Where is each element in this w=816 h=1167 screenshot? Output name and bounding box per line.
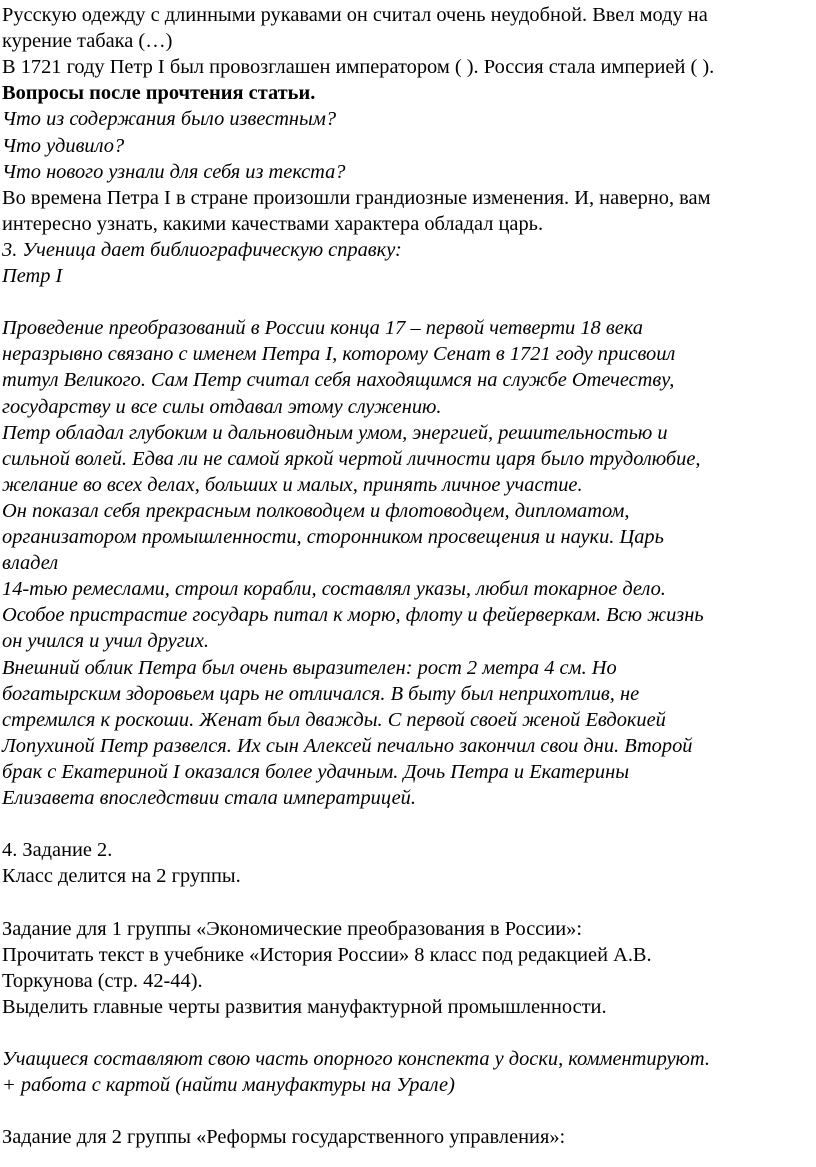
text-line: брак с Екатериной I оказался более удачным. Дочь Петра и Екатерины	[2, 760, 630, 783]
text-line: курение табака (…)	[2, 30, 173, 53]
text-line: титул Великого. Сам Петр считал себя находящимся на службе Отечеству,	[2, 369, 675, 392]
text-line: желание во всех делах, больших и малых, принять личное участие.	[2, 473, 583, 496]
text-line: Торкунова (стр. 42-44).	[2, 969, 203, 992]
text-line: + работа с картой (найти мануфактуры на Урале)	[2, 1074, 455, 1097]
text-line: Елизавета впоследствии стала императрицей.	[2, 787, 416, 809]
text-line: 14-тью ремеслами, строил корабли, составлял указы, любил токарное дело.	[2, 578, 666, 601]
text-line: В 1721 году Петр I был провозглашен императором ( ). Россия стала империей ( ).	[2, 56, 715, 79]
text-line: государству и все силы отдавал этому служению.	[2, 395, 442, 418]
text-line: Петр обладал глубоким и дальновидным умом, энергией, решительностью и	[2, 421, 668, 444]
text-line: Задание для 1 группы «Экономические преобразования в России»:	[2, 917, 583, 940]
text-line: неразрывно связано с именем Петра I, которому Сенат в 1721 году присвоил	[2, 343, 676, 366]
text-line: Задание для 2 группы «Реформы государственного управления»:	[2, 1126, 566, 1149]
text-line: Русскую одежду с длинными рукавами он считал очень неудобной. Ввел моду на	[2, 4, 708, 26]
text-line: организатором промышленности, сторонником просвещения и науки. Царь	[2, 526, 664, 548]
text-line: богатырским здоровьем царь не отличался. В быту был неприхотлив, не	[2, 682, 640, 705]
text-line: Проведение преобразований в России конца 17 – первой четверти 18 века	[2, 317, 643, 340]
text-line: Что нового узнали для себя из текста?	[2, 160, 346, 183]
text-line: 4. Задание 2.	[2, 839, 113, 862]
text-line: Во времена Петра I в стране произошли грандиозные изменения. И, наверно, вам	[2, 186, 711, 209]
text-line: Прочитать текст в учебнике «История России» 8 класс под редакцией А.В.	[2, 943, 652, 966]
text-line: Что из содержания было известным?	[2, 108, 337, 131]
section-heading: Вопросы после прочтения статьи.	[2, 82, 316, 105]
text-line: он учился и учил других.	[2, 630, 209, 653]
text-line: сильной волей. Едва ли не самой яркой чертой личности царя было трудолюбие,	[2, 447, 701, 470]
text-line: интересно узнать, какими качествами характера обладал царь.	[2, 212, 544, 235]
text-line: Класс делится на 2 группы.	[2, 865, 241, 888]
text-line: Он показал себя прекрасным полководцем и флотоводцем, дипломатом,	[2, 499, 630, 522]
text-line: Что удивило?	[2, 134, 125, 157]
text-line: Петр I	[2, 265, 63, 287]
text-line: Учащиеся составляют свою часть опорного конспекта у доски, комментируют.	[2, 1048, 710, 1070]
text-line: стремился к роскоши. Женат был дважды. С первой своей женой Евдокией	[2, 708, 666, 731]
text-line: Внешний облик Петра был очень выразителен: рост 2 метра 4 см. Но	[2, 656, 617, 679]
text-line: Особое пристрастие государь питал к морю, флоту и фейерверкам. Всю жизнь	[2, 604, 704, 627]
text-line: Лопухиной Петр развелся. Их сын Алексей печально закончил свои дни. Второй	[2, 734, 693, 757]
text-line: 3. Ученица дает библиографическую справку:	[2, 238, 402, 261]
text-line: Выделить главные черты развития мануфактурной промышленности.	[2, 995, 607, 1018]
text-line: владел	[2, 552, 59, 575]
